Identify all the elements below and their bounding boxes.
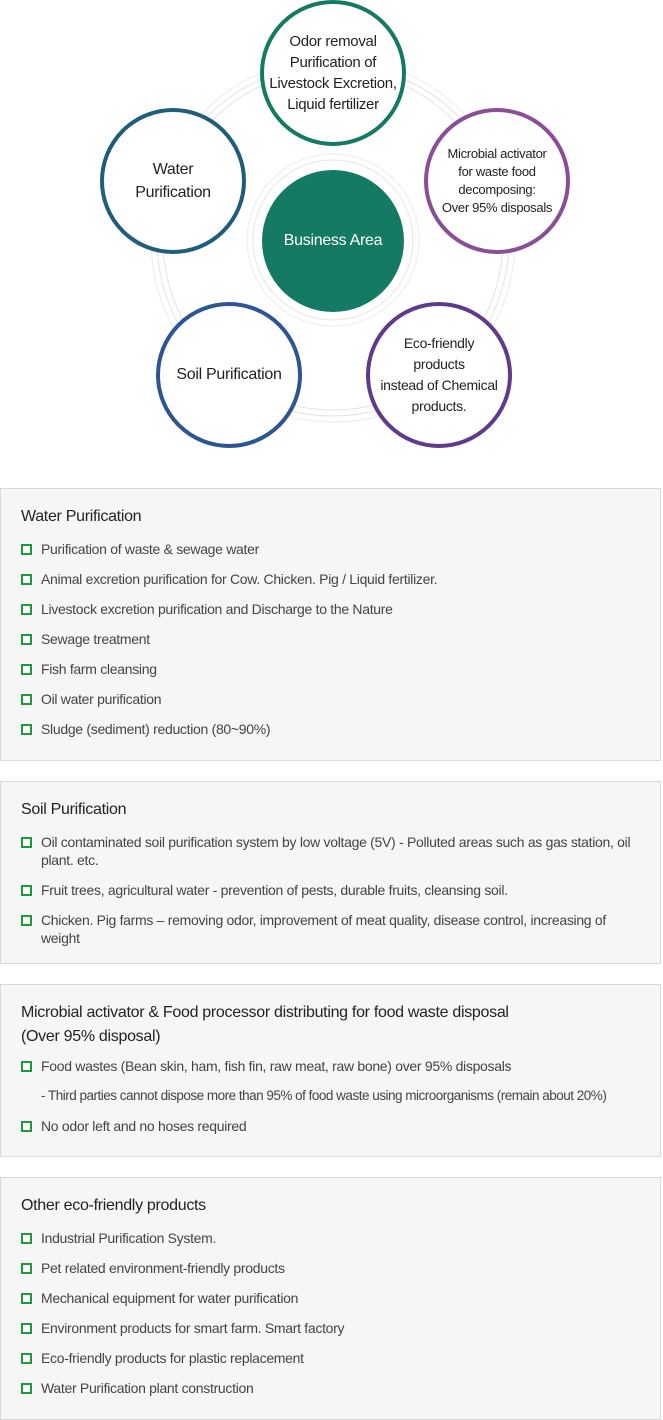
food-waste-section bbox=[0, 984, 661, 1157]
bullet-icon bbox=[21, 634, 32, 645]
list-item: Water Purification plant construction bbox=[21, 1379, 640, 1397]
list-item: Chicken. Pig farms – removing odor, improvement of meat quality, disease control, increasing of weight bbox=[21, 911, 640, 947]
list-item: Livestock excretion purification and Discharge to the Nature bbox=[21, 600, 640, 618]
bullet-icon bbox=[21, 574, 32, 585]
list-item: Industrial Purification System. bbox=[21, 1229, 640, 1247]
bullet-icon bbox=[21, 885, 32, 896]
bullet-icon bbox=[21, 724, 32, 735]
list-item: Fruit trees, agricultural water - prevention of pests, durable fruits, cleansing soil. bbox=[21, 881, 640, 899]
bullet-icon bbox=[21, 1383, 32, 1394]
section-title: Water Purification bbox=[21, 508, 142, 525]
section-title: Soil Purification bbox=[21, 801, 127, 818]
list-item: Purification of waste & sewage water bbox=[21, 540, 640, 558]
bullet-icon bbox=[21, 664, 32, 675]
bullet-icon bbox=[21, 1233, 32, 1244]
bullet-icon bbox=[21, 544, 32, 555]
list-item: Sewage treatment bbox=[21, 630, 640, 648]
bullet-icon bbox=[21, 837, 32, 848]
bullet-icon bbox=[21, 1121, 32, 1132]
list-sub-item: - Third parties cannot dispose more than 95% of food waste using microorganisms (remain about 20%) bbox=[41, 1088, 607, 1103]
bullet-icon bbox=[21, 1061, 32, 1072]
section-title: Other eco-friendly products bbox=[21, 1197, 206, 1214]
list-item: Environment products for smart farm. Smart factory bbox=[21, 1319, 640, 1337]
bullet-icon bbox=[21, 1323, 32, 1334]
section-title: Microbial activator & Food processor distributing for food waste disposal (Over 95% disposal) bbox=[21, 1004, 509, 1045]
water-purification-circle: Water Purification bbox=[100, 108, 246, 254]
odor-removal-circle: Odor removal Purification of Livestock Excretion, Liquid fertilizer bbox=[260, 0, 406, 146]
item-list bbox=[21, 1057, 640, 1135]
list-item: Oil contaminated soil purification system by low voltage (5V) - Polluted areas such as gas station, oil plant. etc. bbox=[21, 833, 640, 869]
list-item: Pet related environment-friendly products bbox=[21, 1259, 640, 1277]
list-item: Fish farm cleansing bbox=[21, 660, 640, 678]
bullet-icon bbox=[21, 1263, 32, 1274]
list-item: Mechanical equipment for water purification bbox=[21, 1289, 640, 1307]
soil-purification-circle: Soil Purification bbox=[156, 302, 302, 448]
other-products-section bbox=[0, 1177, 661, 1420]
item-list bbox=[21, 833, 640, 947]
bullet-icon bbox=[21, 1353, 32, 1364]
eco-friendly-circle: Eco-friendly products instead of Chemical products. bbox=[366, 302, 512, 448]
item-list bbox=[21, 540, 640, 738]
soil-purification-section bbox=[0, 781, 661, 964]
water-purification-section bbox=[0, 488, 661, 761]
list-item: No odor left and no hoses required bbox=[21, 1117, 640, 1135]
item-list bbox=[21, 1229, 640, 1397]
list-item: Animal excretion purification for Cow. Chicken. Pig / Liquid fertilizer. bbox=[21, 570, 640, 588]
list-item: Sludge (sediment) reduction (80~90%) bbox=[21, 720, 640, 738]
business-area-circle: Business Area bbox=[262, 170, 404, 312]
bullet-icon bbox=[21, 694, 32, 705]
bullet-icon bbox=[21, 1293, 32, 1304]
list-item: Eco-friendly products for plastic replacement bbox=[21, 1349, 640, 1367]
list-item: Oil water purification bbox=[21, 690, 640, 708]
bullet-icon bbox=[21, 604, 32, 615]
business-area-diagram bbox=[0, 0, 663, 460]
list-item: Food wastes (Bean skin, ham, fish fin, raw meat, raw bone) over 95% disposals bbox=[21, 1057, 640, 1075]
microbial-activator-circle: Microbial activator for waste food decomposing: Over 95% disposals bbox=[424, 108, 570, 254]
bullet-icon bbox=[21, 915, 32, 926]
